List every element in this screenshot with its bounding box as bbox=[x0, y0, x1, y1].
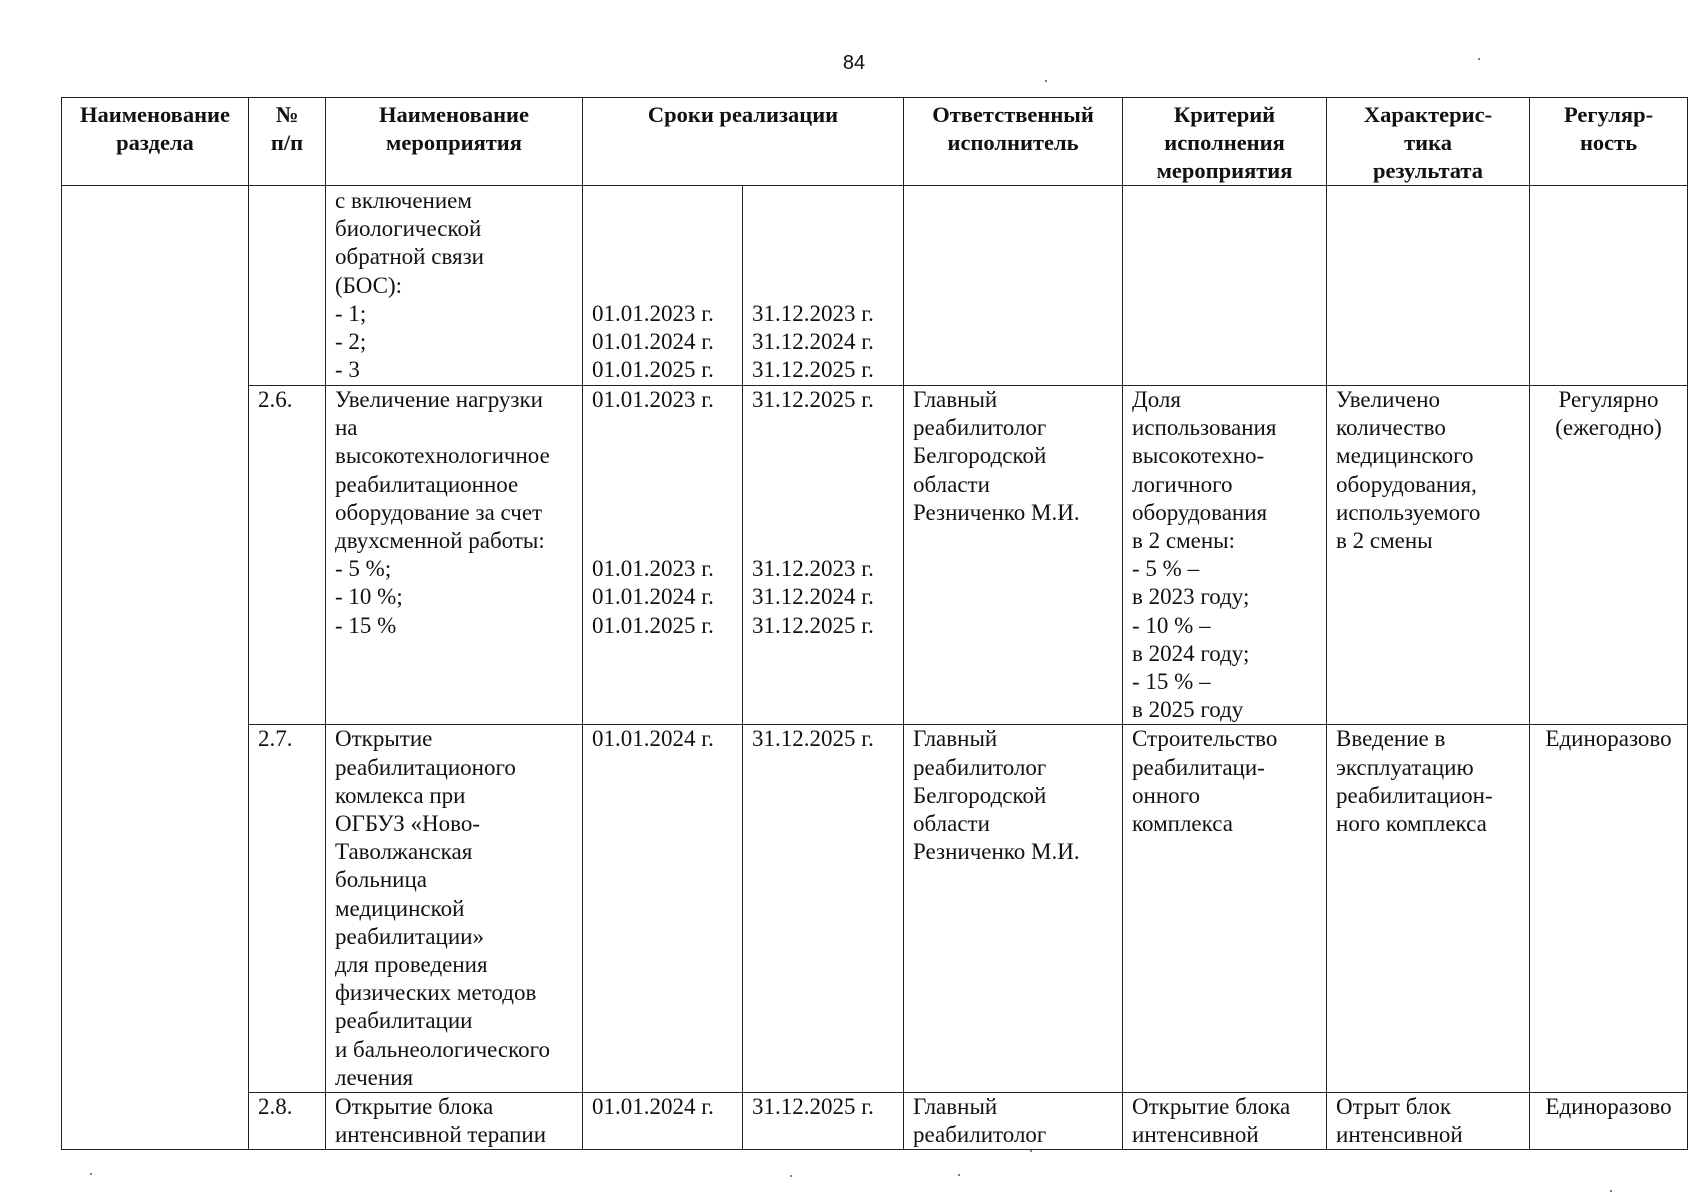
activities-table bbox=[61, 97, 1688, 1150]
event-cell: Увеличение нагрузки на высокотехнологичное реабилитационное оборудование за счет двухсменной работы: - 5 %; - 10 %; - 15 % bbox=[326, 386, 583, 725]
regularity-cell bbox=[1530, 186, 1688, 386]
criterion-cell: Доля использования высокотехно- логичного оборудования в 2 смены: - 5 % – в 2023 году; - 10 % – в 2024 году; - 15 % – в 2025 году bbox=[1123, 386, 1327, 725]
responsible-cell: Главный реабилитолог Белгородской области Резниченко М.И. bbox=[904, 725, 1123, 1093]
result-cell bbox=[1327, 186, 1530, 386]
scan-speck bbox=[1610, 1190, 1612, 1192]
regularity-cell: Единоразово bbox=[1530, 1093, 1688, 1150]
start-date-cell: 01.01.2024 г. bbox=[583, 725, 743, 1093]
scan-speck bbox=[1478, 58, 1480, 60]
event-cell: Открытие реабилитационого комлекса при ОГБУЗ «Ново- Таволжанская больница медицинской реабилитации» для проведения физических методов реабилитации и бальнеологического лечения bbox=[326, 725, 583, 1093]
responsible-cell: Главный реабилитолог bbox=[904, 1093, 1123, 1150]
table-row bbox=[62, 725, 1688, 1093]
header-num: № п/п bbox=[249, 98, 326, 186]
criterion-cell: Открытие блока интенсивной bbox=[1123, 1093, 1327, 1150]
header-event: Наименование мероприятия bbox=[326, 98, 583, 186]
result-cell: Увеличено количество медицинского оборудования, используемого в 2 смены bbox=[1327, 386, 1530, 725]
scan-speck bbox=[790, 1175, 792, 1177]
scan-speck bbox=[1045, 80, 1047, 82]
header-regularity: Регуляр- ность bbox=[1530, 98, 1688, 186]
num-cell: 2.7. bbox=[249, 725, 326, 1093]
header-terms: Сроки реализации bbox=[583, 98, 904, 186]
header-section: Наименование раздела bbox=[62, 98, 249, 186]
event-cell: Открытие блока интенсивной терапии bbox=[326, 1093, 583, 1150]
end-date-cell: 31.12.2025 г. bbox=[743, 1093, 904, 1150]
table-row bbox=[62, 1093, 1688, 1150]
scan-speck bbox=[958, 1174, 960, 1176]
scan-speck bbox=[1030, 1150, 1032, 1152]
page-number: 84 bbox=[842, 52, 866, 74]
end-date-cell: 31.12.2025 г. 31.12.2023 г. 31.12.2024 г. 31.12.2025 г. bbox=[743, 386, 904, 725]
num-cell: 2.8. bbox=[249, 1093, 326, 1150]
section-cell bbox=[62, 186, 249, 1150]
regularity-cell: Регулярно (ежегодно) bbox=[1530, 386, 1688, 725]
regularity-cell: Единоразово bbox=[1530, 725, 1688, 1093]
criterion-cell bbox=[1123, 186, 1327, 386]
table-row bbox=[62, 186, 1688, 386]
end-date-cell: 31.12.2023 г. 31.12.2024 г. 31.12.2025 г. bbox=[743, 186, 904, 386]
header-responsible: Ответственный исполнитель bbox=[904, 98, 1123, 186]
result-cell: Отрыт блок интенсивной bbox=[1327, 1093, 1530, 1150]
event-cell: с включением биологической обратной связи (БОС): - 1; - 2; - 3 bbox=[326, 186, 583, 386]
header-criterion: Критерий исполнения мероприятия bbox=[1123, 98, 1327, 186]
header-result: Характерис- тика результата bbox=[1327, 98, 1530, 186]
scan-speck bbox=[90, 1173, 92, 1175]
criterion-cell: Строительство реабилитаци- онного комплекса bbox=[1123, 725, 1327, 1093]
responsible-cell bbox=[904, 186, 1123, 386]
start-date-cell: 01.01.2024 г. bbox=[583, 1093, 743, 1150]
start-date-cell: 01.01.2023 г. 01.01.2024 г. 01.01.2025 г. bbox=[583, 186, 743, 386]
num-cell: 2.6. bbox=[249, 386, 326, 725]
table-row bbox=[62, 386, 1688, 725]
result-cell: Введение в эксплуатацию реабилитацион- ного комплекса bbox=[1327, 725, 1530, 1093]
num-cell bbox=[249, 186, 326, 386]
table-header-row bbox=[62, 98, 1688, 186]
responsible-cell: Главный реабилитолог Белгородской области Резниченко М.И. bbox=[904, 386, 1123, 725]
start-date-cell: 01.01.2023 г. 01.01.2023 г. 01.01.2024 г. 01.01.2025 г. bbox=[583, 386, 743, 725]
end-date-cell: 31.12.2025 г. bbox=[743, 725, 904, 1093]
